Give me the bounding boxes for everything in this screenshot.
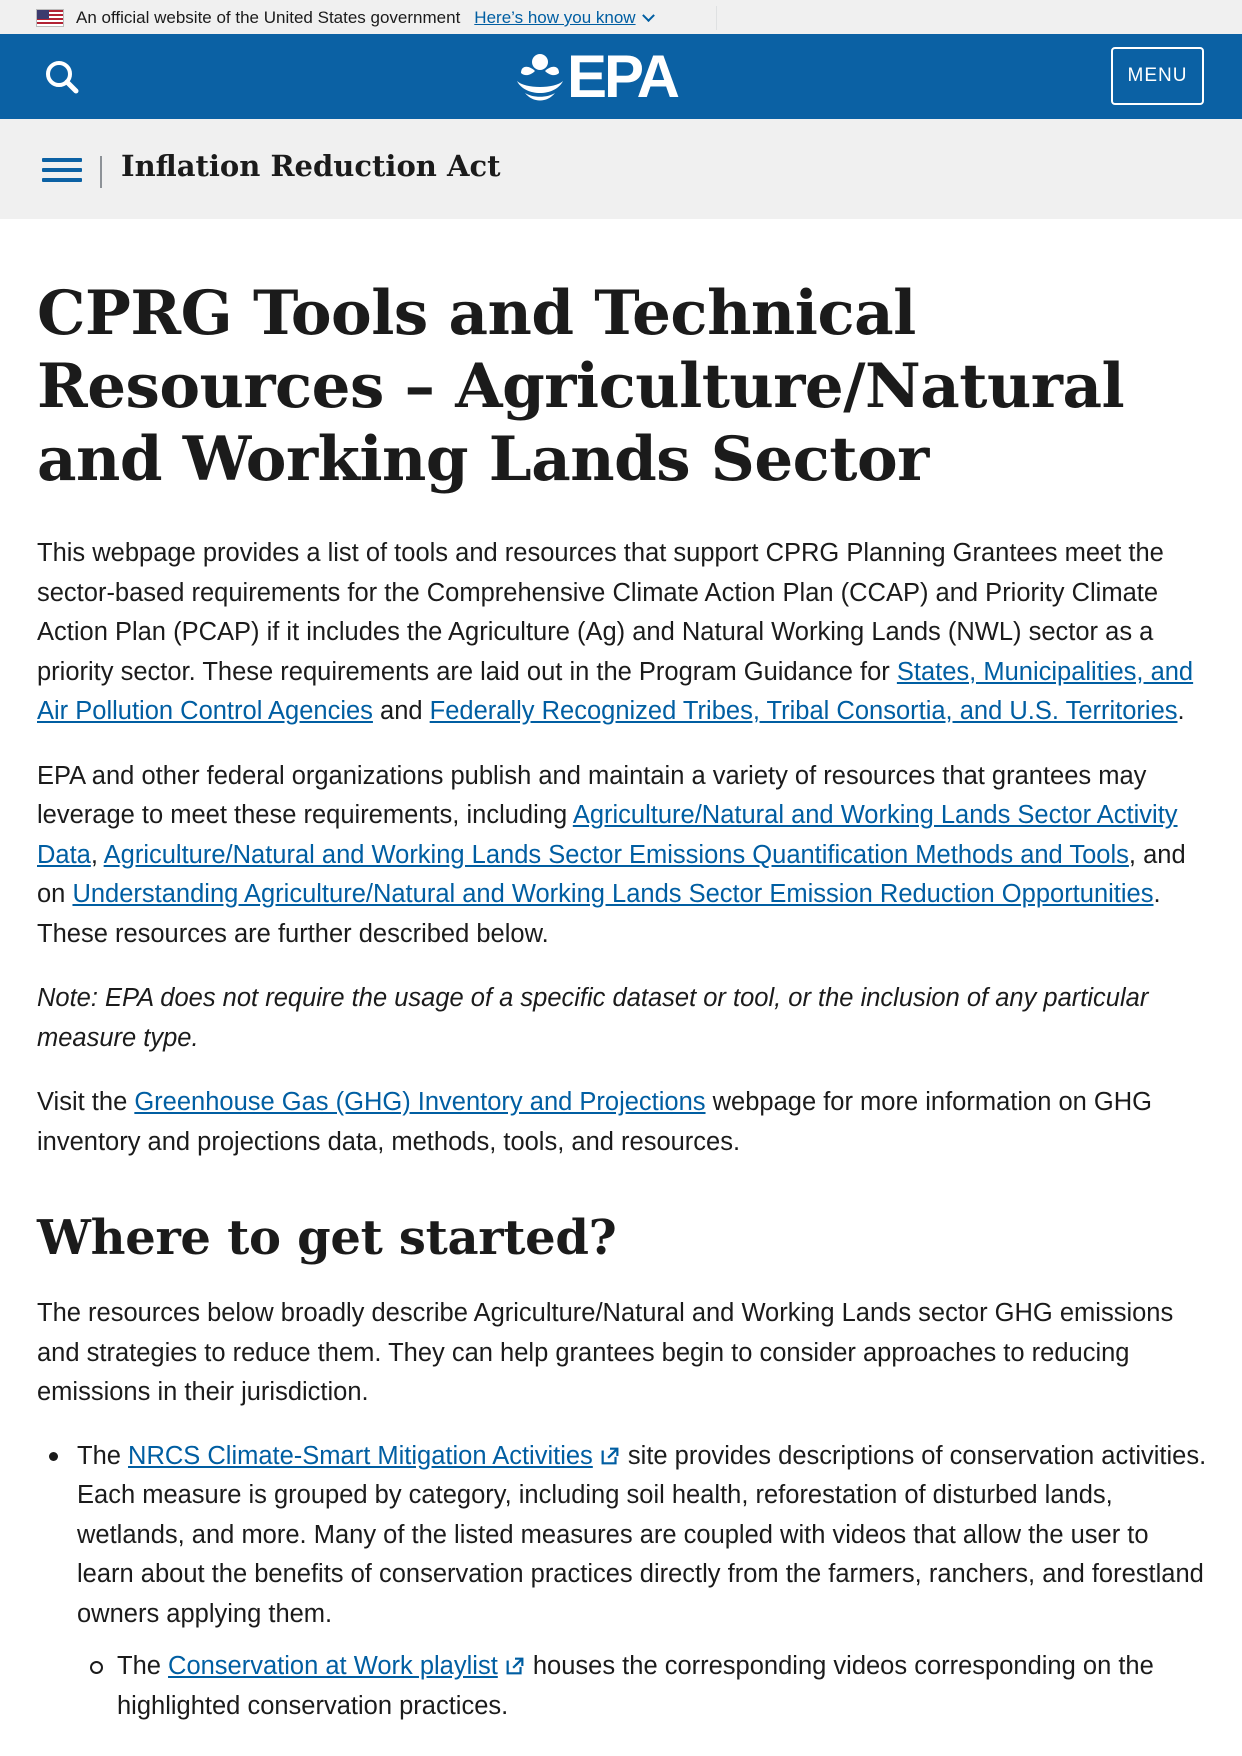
conservation-playlist-link[interactable]: Conservation at Work playlist xyxy=(168,1652,498,1680)
sub-bullet-text-1: The xyxy=(117,1652,169,1680)
us-flag-icon xyxy=(36,9,64,27)
gov-banner-divider xyxy=(716,6,717,30)
nrcs-mitigation-link[interactable]: NRCS Climate-Smart Mitigation Activities xyxy=(128,1441,593,1470)
resources-text-4: . These resources are further described below. xyxy=(37,880,1161,948)
search-button[interactable] xyxy=(40,54,88,102)
external-link-icon xyxy=(599,1445,621,1467)
ghg-inventory-link[interactable]: Greenhouse Gas (GHG) Inventory and Projections xyxy=(134,1088,706,1116)
epa-logo[interactable] xyxy=(515,43,695,110)
section-intro: The resources below broadly describe Agriculture/Natural and Working Lands sector GHG emissions and strategies to reduce them. They can help grantees begin to consider approaches to reducing emissions in their jurisdiction. xyxy=(37,1299,1174,1406)
resources-paragraph xyxy=(37,757,1207,955)
note-paragraph: Note: EPA does not require the usage of a specific dataset or tool, or the inclusion of any particular measure type. xyxy=(37,984,1149,1052)
list-item xyxy=(77,1437,1207,1727)
ghg-paragraph xyxy=(37,1083,1207,1162)
chevron-down-icon xyxy=(642,9,655,22)
menu-button[interactable]: MENU xyxy=(1111,47,1204,105)
intro-paragraph xyxy=(37,534,1207,732)
tribes-territories-link[interactable]: Federally Recognized Tribes, Tribal Consortia, and U.S. Territories xyxy=(429,697,1178,725)
reduction-opportunities-link[interactable]: Understanding Agriculture/Natural and Working Lands Sector Emission Reduction Opportunities xyxy=(72,880,1154,908)
ghg-text-2: webpage for more information on GHG inventory and projections data, methods, tools, and resources. xyxy=(37,1088,1152,1156)
main-content xyxy=(37,277,1207,1726)
bullet-text-2: site provides descriptions of conservation activities. Each measure is grouped by category, including soil health, reforestation of disturbed lands, wetlands, and more. Many of the listed measures are coupled with videos that allow the user to learn about the benefits of conservation practices directly from the farmers, ranchers, and forestland owners applying them. xyxy=(77,1441,1207,1628)
gov-banner-text: An official website of the United States government xyxy=(76,8,461,27)
subnav-title[interactable]: Inflation Reduction Act xyxy=(121,149,501,183)
page-title: CPRG Tools and Technical Resources – Agriculture/Natural and Working Lands Sector xyxy=(37,278,1125,495)
external-link-icon xyxy=(504,1655,526,1677)
activity-data-link[interactable]: Agriculture/Natural and Working Lands Sector Activity Data xyxy=(37,801,1178,869)
intro-text-3: . xyxy=(1177,697,1185,725)
epa-logo-text: EPA xyxy=(567,43,677,110)
search-icon xyxy=(40,54,88,102)
intro-text-1: This webpage provides a list of tools and resources that support CPRG Planning Grantees meet the sector-based requirements for the Comprehensive Climate Action Plan (CCAP) and Priority Climate Action Plan (PCAP) if it includes the Agriculture (Ag) and Natural Working Lands (NWL) sector as a priority sector. These requirements are laid out in the Program Guidance for xyxy=(37,539,1164,686)
sub-list xyxy=(77,1647,1207,1726)
resources-text-3: , and on xyxy=(37,840,1186,908)
epa-flower-icon xyxy=(515,51,565,103)
resources-text-2: , xyxy=(90,840,104,869)
section-heading: Where to get started? xyxy=(37,1210,617,1266)
resources-text-1: EPA and other federal organizations publish and maintain a variety of resources that grantees may leverage to meet these requirements, including xyxy=(37,761,1147,829)
bullet-text-1: The xyxy=(77,1441,129,1470)
intro-text-2: and xyxy=(372,697,430,725)
quantification-methods-link[interactable]: Agriculture/Natural and Working Lands Sector Emissions Quantification Methods and Tools xyxy=(103,840,1129,869)
states-municipalities-link[interactable]: States, Municipalities, and Air Pollution Control Agencies xyxy=(37,657,1194,725)
list-item xyxy=(117,1647,1207,1726)
resource-list xyxy=(37,1437,1207,1727)
sub-bullet-text-2: houses the corresponding videos corresponding on the highlighted conservation practices. xyxy=(117,1652,1154,1720)
site-header xyxy=(0,34,1242,119)
heres-how-you-know-label: Here’s how you know xyxy=(474,8,636,27)
gov-banner xyxy=(0,0,1242,34)
hamburger-menu-icon[interactable] xyxy=(42,158,82,186)
ghg-text-1: Visit the xyxy=(37,1088,135,1116)
heres-how-you-know-link[interactable] xyxy=(474,8,652,28)
subnav-bar xyxy=(0,119,1242,219)
subnav-divider xyxy=(100,156,102,188)
